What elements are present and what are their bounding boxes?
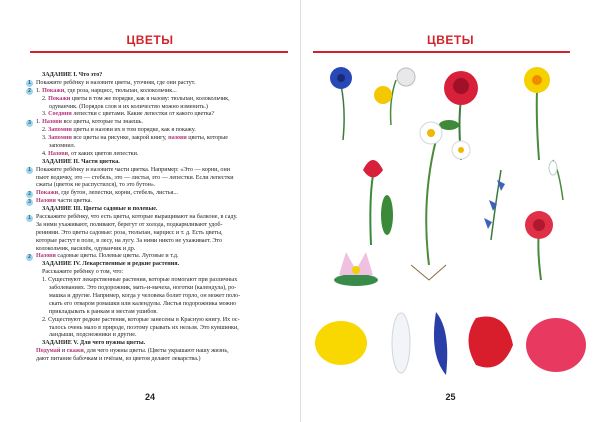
action-verb: Назови — [48, 150, 68, 157]
text-segment: которые растут в поле, в лесу, на лугу. За ними никто не ухаживает. Это — [36, 237, 223, 244]
narcissus-image — [524, 67, 550, 160]
dandelion-image — [374, 68, 415, 125]
action-verb: Покажи — [48, 95, 71, 102]
text-segment: скать его отваром ромашки или календулы. Листья подорожника можно — [49, 300, 237, 307]
text-segment: ландыши, подснежники и другие. — [49, 332, 137, 339]
text-line — [36, 104, 290, 112]
text-line — [28, 166, 290, 175]
text-segment: , где бутон, лепестки, корни, стебель, листья... — [58, 190, 178, 197]
water-lily-image — [334, 252, 378, 286]
step-number-badge: 3 — [26, 199, 33, 206]
text-segment: 3. — [42, 111, 49, 118]
page-header: ЦВЕТЫ — [426, 33, 474, 47]
chamomile-image — [411, 122, 470, 280]
page-number: 24 — [144, 392, 155, 402]
action-verb: назови — [168, 135, 187, 142]
task-text — [28, 72, 290, 364]
text-segment: 1. — [36, 87, 43, 94]
text-segment: ЗАДАНИЕ I. Что это? — [42, 72, 103, 78]
text-line — [36, 309, 290, 317]
text-line — [36, 111, 290, 119]
action-verb: Запомни — [48, 135, 72, 142]
task-heading — [36, 206, 290, 214]
text-segment: все цветы на рисунке, закрой книгу, — [71, 135, 169, 142]
action-verb: Назови — [36, 253, 56, 260]
text-segment: прикладывать к ранкам и местам ушибов. — [49, 308, 158, 315]
action-verb: Назови — [36, 198, 56, 205]
bluebell-image — [484, 170, 505, 240]
text-segment: Расскажите ребёнку, что есть цветы, которые выращивают на балконе, в саду. — [36, 214, 238, 221]
text-segment: 2. Существуют редкие растения, которые занесены в Красную книгу. Их ос- — [42, 316, 240, 323]
page-header: ЦВЕТЫ — [126, 33, 174, 47]
action-verb: Назови — [42, 119, 62, 126]
text-segment: запомнил. — [49, 143, 76, 150]
right-page — [300, 0, 600, 422]
text-line — [28, 79, 290, 88]
text-line — [36, 285, 290, 293]
text-segment: Покажите ребёнку и назовите цветы, уточняя, где они растут. — [36, 79, 196, 86]
blue-petal — [434, 312, 447, 375]
text-segment: Расскажите ребёнку о том, что: — [42, 269, 124, 276]
text-segment: За ними ухаживают, поливают, берегут от холода, подкармливают удоб- — [36, 221, 223, 228]
flowers-illustration — [301, 0, 600, 422]
white-petal — [392, 313, 410, 373]
text-segment: колокольчик, василёк, одуванчик и др. — [36, 245, 136, 252]
text-line — [28, 87, 290, 96]
text-line — [36, 127, 290, 135]
text-segment: дают питание бабочкам и пчёлам, из цветов делают лекарства.) — [36, 356, 201, 363]
text-line — [28, 198, 290, 206]
text-line — [36, 222, 290, 230]
text-line — [36, 301, 290, 309]
text-segment: части цветка. — [55, 198, 92, 205]
text-line — [36, 96, 290, 104]
text-line — [28, 253, 290, 261]
text-line — [36, 332, 290, 340]
text-segment: садовые цветы. Полевые цветы. Луговые и т.д. — [55, 253, 179, 260]
text-segment: рениями. Это цветы садовые: роза, тюльпан, нарцисс и т. д. Есть цветы, — [36, 229, 223, 236]
text-segment: ЗАДАНИЕ IV. Лекарственные и редкие растения. — [42, 261, 180, 268]
action-verb: скажи — [66, 348, 84, 355]
task-heading — [36, 72, 290, 80]
text-segment: талось очень мало в природе, поэтому срывать их нельзя. Это кувшинки, — [49, 324, 239, 331]
snowdrop-image — [549, 160, 563, 200]
text-line — [36, 135, 290, 143]
step-number-badge: 2 — [26, 88, 33, 95]
text-segment: цветы, которые — [186, 135, 228, 142]
text-segment: заболеваниях. Это подорожник, мать-и-мачеха, ноготки (календула), ро- — [49, 285, 237, 292]
pink-petal — [526, 318, 586, 372]
text-segment: ЗАДАНИЕ II. Части цветка. — [42, 158, 120, 165]
text-segment: и — [60, 348, 67, 355]
text-segment: пьют водичку, это — стебель, это — листья, это — лепестки. Если лепестки — [36, 174, 234, 181]
text-segment: лепестки с цветами. Какие лепестки от какого цветка? — [71, 111, 215, 118]
header-divider — [30, 51, 288, 53]
text-segment: сжаты (цветок не распустился), то это бутон». — [36, 182, 156, 189]
text-line — [36, 356, 290, 364]
cornflower-image — [330, 67, 352, 140]
text-segment: 2. — [42, 127, 49, 134]
text-segment: ЗАДАНИЕ III. Цветы садовые и полевые. — [42, 206, 158, 213]
page-number: 25 — [445, 392, 456, 402]
action-verb: Покажи — [42, 87, 65, 94]
text-segment: 3. — [42, 135, 49, 142]
carnation-image — [525, 211, 553, 280]
text-line — [36, 246, 290, 254]
red-petal — [469, 317, 514, 368]
text-segment: ЗАДАНИЕ V. Для чего нужны цветы. — [42, 340, 146, 347]
text-segment: , от каких цветов лепестки. — [68, 150, 139, 157]
text-line — [36, 293, 290, 301]
text-segment: все цветы, которые ты знаешь. — [62, 119, 143, 126]
text-segment: , где роза, нарцисс, тюльпан, колокольчик... — [64, 87, 177, 94]
text-line — [36, 277, 290, 285]
text-line — [36, 317, 290, 325]
text-segment: , для чего нужны цветы. (Цветы украшают нашу жизнь, — [83, 348, 229, 355]
text-segment: цветы в том же порядке, как я назову: тюльпан, колокольчик, — [70, 95, 230, 102]
yellow-petal — [315, 321, 367, 365]
text-line — [36, 143, 290, 151]
text-line — [28, 119, 290, 127]
text-line — [36, 325, 290, 333]
text-line — [28, 190, 290, 198]
tulip-image — [363, 160, 393, 245]
text-segment: машка и другие. Например, когда у человека болит горло, он может поло- — [49, 292, 241, 299]
text-line — [36, 269, 290, 277]
action-verb: Покажи — [36, 190, 59, 197]
step-number-badge: 1 — [26, 80, 33, 87]
text-segment: 4. — [42, 150, 49, 157]
task-heading — [36, 159, 290, 167]
text-segment: Покажите ребёнку и назовите части цветка. Например: «Это — корни, они — [36, 166, 230, 173]
text-line — [36, 230, 290, 238]
action-verb: Соедини — [48, 111, 72, 118]
text-segment: 2. — [42, 95, 49, 102]
text-line — [36, 238, 290, 246]
step-number-badge: 1 — [26, 215, 33, 222]
task-heading — [36, 340, 290, 348]
text-segment: 1. — [36, 119, 43, 126]
text-line — [36, 348, 290, 356]
text-segment: цветы и назови их в том порядке, как я покажу. — [71, 127, 196, 134]
petals-row — [315, 312, 586, 375]
step-number-badge: 1 — [26, 167, 33, 174]
step-number-badge: 2 — [26, 191, 33, 198]
text-segment: 1. Существуют лекарственные растения, которые помогают при различных — [42, 277, 238, 284]
action-verb: Запомни — [48, 127, 72, 134]
step-number-badge: 2 — [26, 254, 33, 261]
action-verb: Подумай — [36, 348, 61, 355]
text-line — [36, 151, 290, 159]
step-number-badge: 3 — [26, 120, 33, 127]
text-segment: одуванчик. (Порядок слов и их количество можно изменить.) — [49, 103, 208, 110]
text-line — [28, 214, 290, 222]
